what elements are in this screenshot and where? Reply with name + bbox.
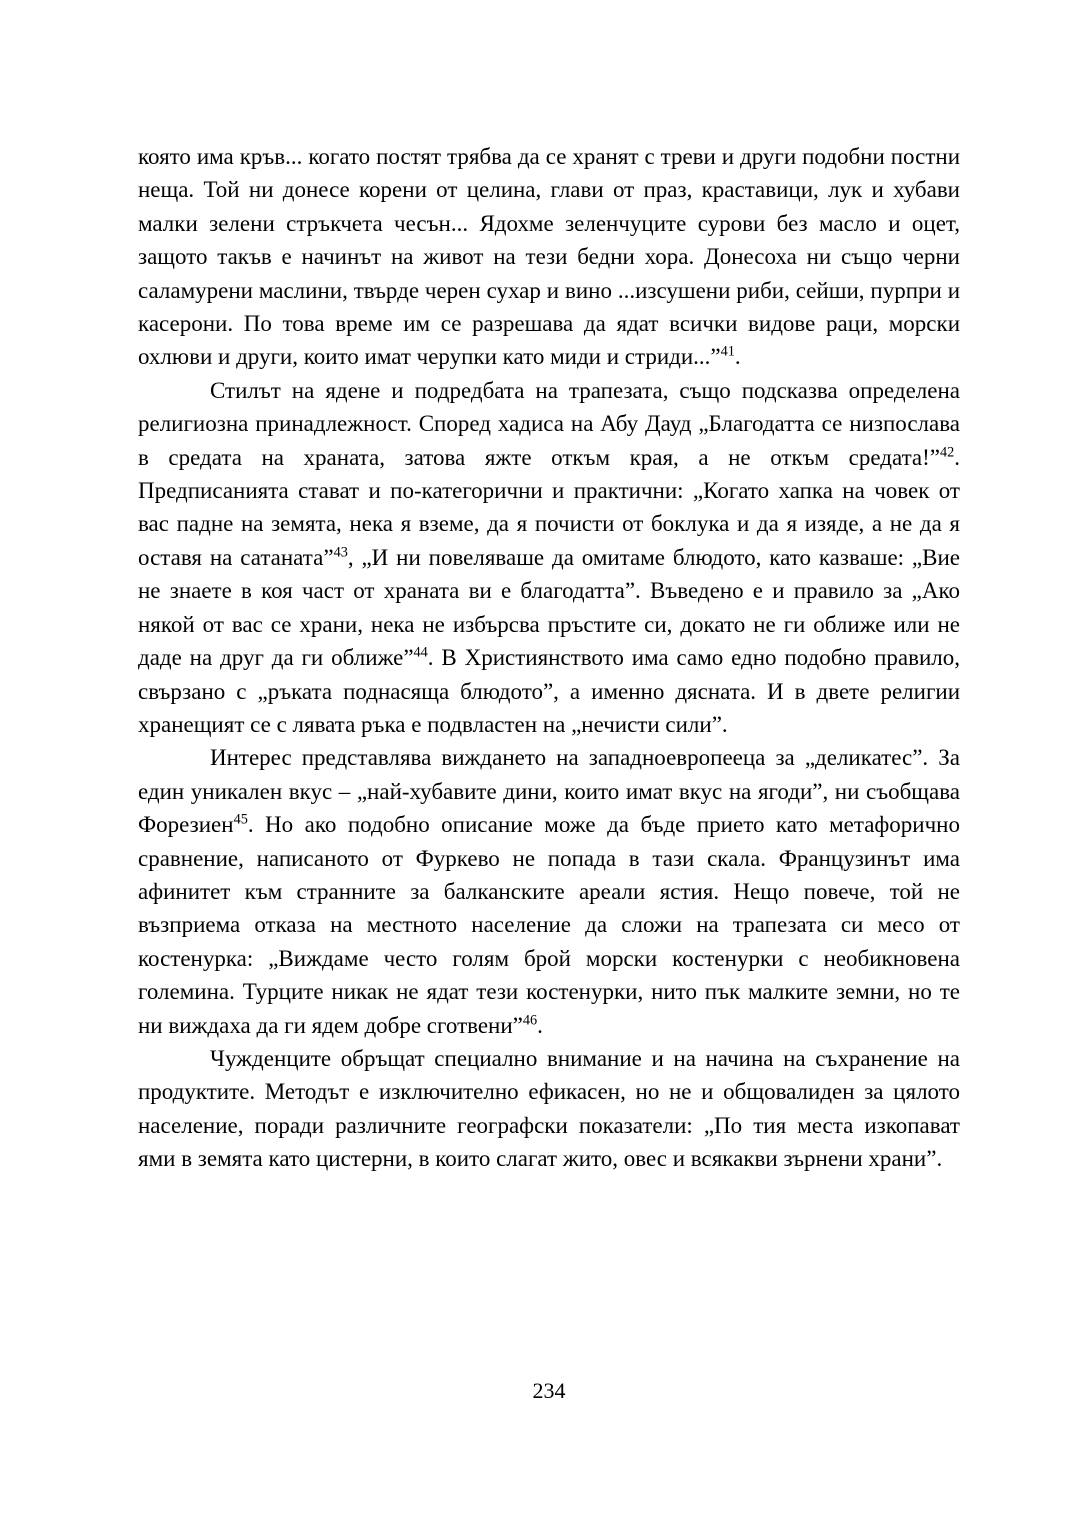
text-run: Интерес представлява виждането на западноевропееца за „деликатес”. За един уникален вкус – „най-хубавите дини, които имат вкус на ягоди”, ни съобщава Форезиен <box>138 745 960 838</box>
footnote-ref: 44 <box>413 644 428 661</box>
paragraph <box>138 140 960 374</box>
page-text <box>138 140 960 1176</box>
text-run: Стилът на ядене и подредбата на трапезата, също подсказва определена религиозна принадлежност. Според хадиса на Абу Дауд „Благодатта се низпослава в средата на храната, затова яжте откъм края, а не откъм средата!” <box>138 377 960 470</box>
text-run: . Но ако подобно описание може да бъде прието като метафорично сравнение, написаното от Фуркево не попада в тази скала. Французинът има афинитет към странните за балканските ареали ястия. Нещо повече, той не възприема отказа на местното население да сложи на трапезата си месо от костенурка: „Виждаме често голям брой морски костенурки с необикновена големина. Турците никак не ядат тези костенурки, нито пък малките земни, но те ни виждаха да ги ядем добре сготвени” <box>138 812 960 1038</box>
paragraph <box>138 374 960 741</box>
footnote-ref: 45 <box>233 811 248 828</box>
footnote-ref: 41 <box>720 343 735 360</box>
paragraph <box>138 741 960 1042</box>
paragraph <box>138 1042 960 1176</box>
footnote-ref: 43 <box>333 544 348 561</box>
text-run: . <box>537 1012 543 1038</box>
text-run: . <box>734 344 741 370</box>
footnote-ref: 46 <box>522 1011 538 1028</box>
text-run: . В Християнството има само едно подобно правило, свързано с „ръката поднасяща блюдото”, а именно дясната. И в двете религии хранещият се с лявата ръка е подвластен на „нечисти сили”. <box>138 645 960 737</box>
footnote-ref: 42 <box>940 444 955 460</box>
text-run: , „И ни повеляваше да омитаме блюдото, като казваше: „Вие не знаете в коя част от храната ви е благодатта”. Въведено е и правило за „Ако някой от вас се храни, нека не избърсва пръстите си, докато не ги оближе или не даде на друг да ги оближе” <box>138 544 961 671</box>
text-run: която има кръв... когато постят трябва да се хранят с треви и други подобни постни неща. Той ни донесе корени от целина, глави от праз, краставици, лук и хубави малки зелени стръкчета чесън... Ядохме зеленчуците сурови без масло и оцет, защото такъв е начинът на живот на тези бедни хора. Донесоха ни също черни саламурени маслини, твърде черен сухар и вино ...изсушени риби, сейши, пурпри и касерони. По това време им се разрешава да ядат всички видове раци, морски охлюви и други, които имат черупки като миди и стриди...” <box>138 144 960 370</box>
page-number: 234 <box>532 1378 566 1403</box>
text-run: . Предписанията стават и по-категорични и практични: „Когато хапка на човек от вас падне на земята, нека я вземе, да я почисти от боклука и да я изяде, а не да я оставя на сатаната” <box>138 444 960 570</box>
text-run: Чужденците обръщат специално внимание и на начина на съхранение на продуктите. Методът е изключително ефикасен, но не и общовалиден за цялото население, поради различните географски показатели: „По тия места изкопават ями в земята като цистерни, в които слагат жито, овес и всякакви зърнени храни”. <box>138 1045 960 1172</box>
